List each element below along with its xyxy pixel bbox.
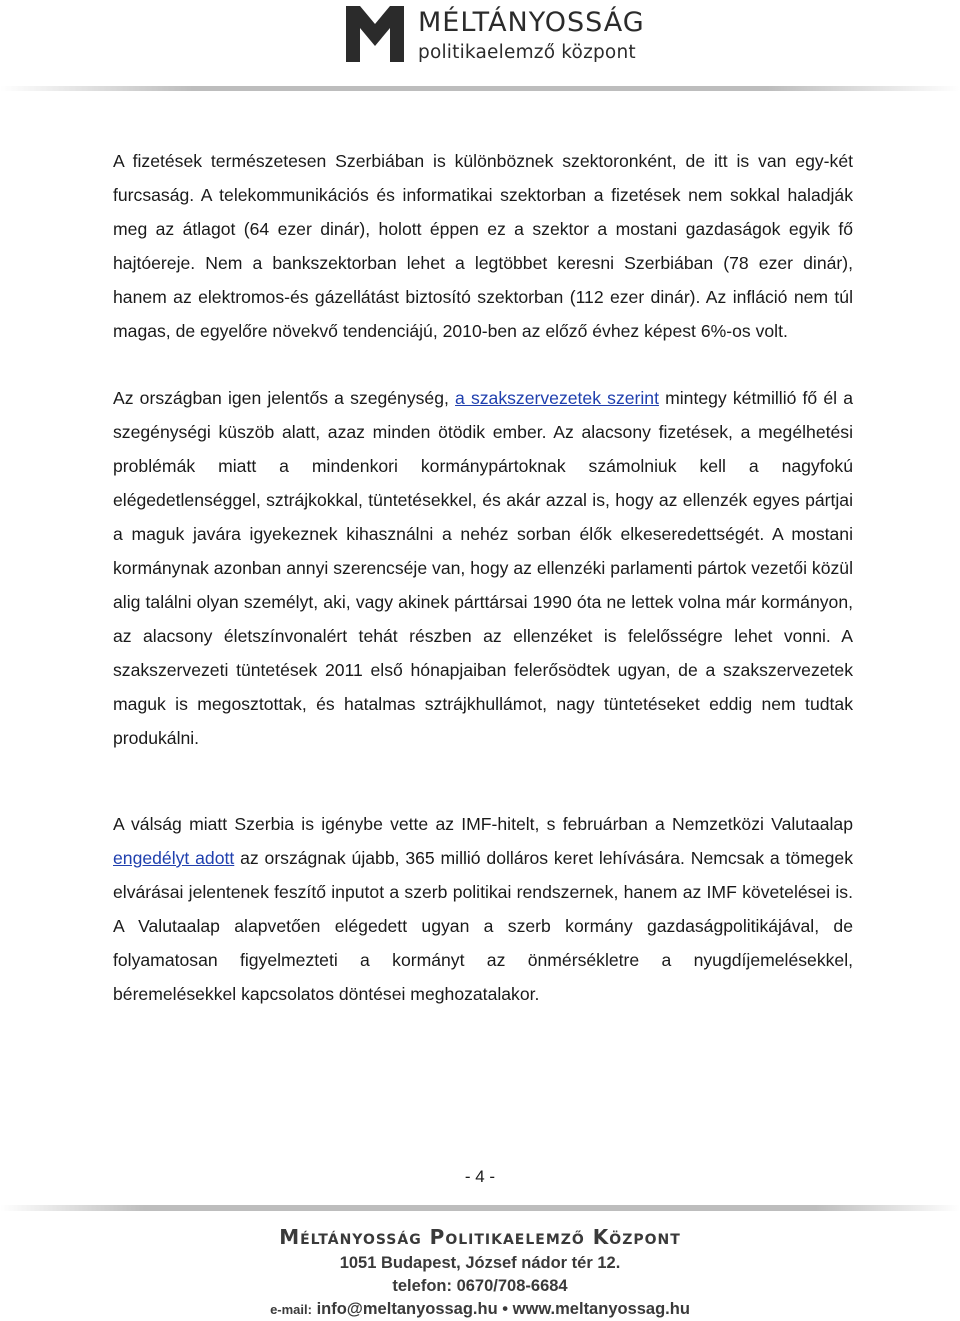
paragraph-2-text-a: Az országban igen jelentős a szegénység, (113, 388, 456, 408)
footer-email-label: e-mail: (270, 1302, 312, 1317)
footer-address: 1051 Budapest, József nádor tér 12. (339, 1254, 621, 1272)
paragraph-2-text-b: mintegy kétmillió fő él a szegénységi küszöb alatt, azaz minden ötödik ember. Az alacsony fizetések, a megélhetési problémák miatt a mindenkori kormánypártoknak számolniuk kell a nagyfokú elégedetlenséggel, sztrájkokkal, tüntetésekkel, és akár azzal is, hogy az ellenzék egyes pártjai a maguk javára igyekeznek kihasználni a nehéz sorban élők elkeseredettségét. A mostani kormánynak azonban annyi szerencséje van, hogy az ellenzéki parlamenti pártok vezetői közül alig találni olyan személyt, aki, vagy akinek párttársai 1990 óta ne lettek volna már kormányon, az alacsony életszínvonalért tehát részben az ellenzéket is felelősségre lehet vonni. A szakszervezeti tüntetések 2011 első hónapjaiban felerősödtek ugyan, de a szakszervezetek maguk is megosztottak, és hatalmas sztrájkhullámot, nagy tüntetéseket eddig nem tudtak produkálni. (113, 388, 853, 748)
paragraph-3-text-a: A válság miatt Szerbia is igénybe vette az IMF-hitelt, s februárban a Nemzetközi Valutaalap (113, 814, 853, 834)
footer-org-name: Méltányosság Politikaelemző Központ (279, 1225, 681, 1249)
logo-title: MÉLTÁNYOSSÁG (418, 7, 645, 38)
header-divider (0, 86, 960, 91)
footer-phone-number: 0670/708-6684 (456, 1277, 568, 1295)
footer-phone (0, 1275, 960, 1298)
footer-email[interactable]: info@meltanyossag.hu (316, 1300, 498, 1318)
trade-unions-link[interactable]: a szakszervezetek szerint (455, 388, 659, 408)
permission-granted-link[interactable]: engedélyt adott (113, 848, 235, 868)
paragraph-2 (113, 381, 853, 755)
footer-divider (0, 1205, 960, 1211)
footer-phone-label: telefon: (392, 1277, 452, 1295)
paragraph-3-text-b: az országnak újabb, 365 millió dolláros keret lehívására. Nemcsak a tömegek elvárásai jelentenek feszítő inputot a szerb politikai rendszernek, hanem az IMF követelései is. A Valutaalap alapvetően elégedett ugyan a szerb kormány gazdaságpolitikájával, de folyamatosan figyelmezteti a kormányt az önmérsékletre a nyugdíjemelésekkel, béremelésekkel kapcsolatos döntései meghozatalakor. (113, 848, 854, 1004)
page-number: - 4 - (464, 1167, 496, 1186)
page-footer (0, 1222, 960, 1321)
footer-bullet: • (502, 1300, 509, 1318)
footer-contact (0, 1298, 960, 1321)
page-header (0, 0, 960, 100)
footer-website[interactable]: www.meltanyossag.hu (512, 1300, 690, 1318)
paragraph-3 (113, 807, 853, 1011)
document-body (113, 144, 853, 1011)
logo-subtitle: politikaelemző központ (418, 42, 636, 63)
logo-m-icon (346, 6, 404, 62)
paragraph-1: A fizetések természetesen Szerbiában is különböznek szektoronként, de itt is van egy-két furcsaság. A telekommunikációs és informatikai szektorban a fizetések nem sokkal haladják meg az átlagot (64 ezer dinár), holott éppen ez a szektor a mostani gazdaságok egyik fő hajtóereje. Nem a bankszektorban lehet a legtöbbet keresni Szerbiában (78 ezer dinár), hanem az elektromos-és gázellátást biztosító szektorban (112 ezer dinár). Az infláció nem túl magas, de egyelőre növekvő tendenciájú, 2010-ben az előző évhez képest 6%-os volt. (113, 151, 853, 341)
